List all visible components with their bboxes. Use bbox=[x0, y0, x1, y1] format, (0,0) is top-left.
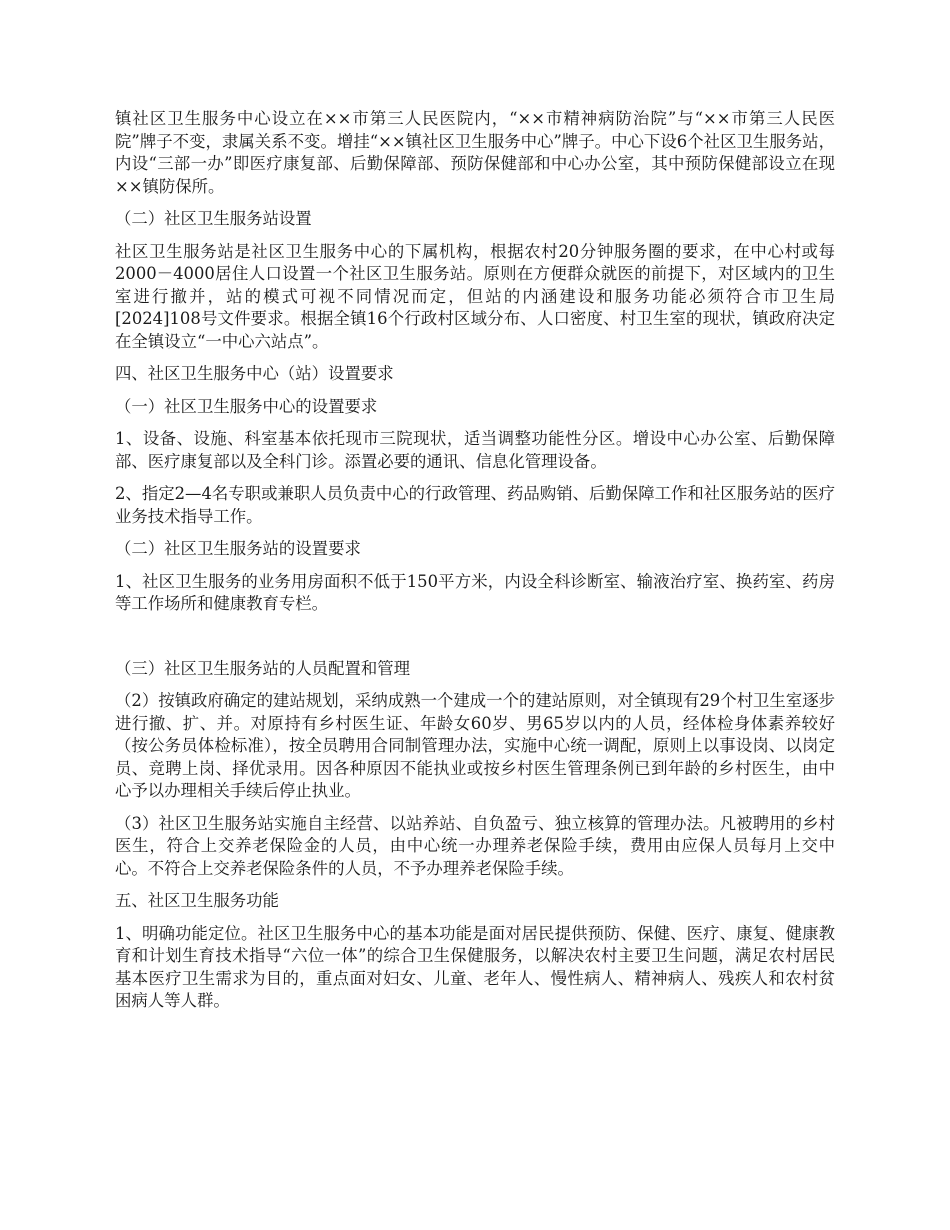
heading-center-requirements: （一）社区卫生服务中心的设置要求 bbox=[115, 396, 378, 416]
heading-section-five: 五、社区卫生服务功能 bbox=[115, 891, 279, 910]
paragraph-station-description: 社区卫生服务站是社区卫生服务中心的下属机构，根据农村20分钟服务圈的要求，在中心村或每2000－4000居住人口设置一个社区卫生服务站。原则在方便群众就医的前提下，对区域内的卫生室进行撤并，站的模式可视不同情况而定，但站的内涵建设和服务功能必须符合市卫生局[2024]108号文件要求。根据全镇16个行政村区域分布、人口密度、村卫生室的现状，镇政府决定在全镇设立“一中心六站点”。 bbox=[115, 241, 835, 351]
spacer bbox=[115, 626, 835, 658]
paragraph-center-setup: 镇社区卫生服务中心设立在××市第三人民医院内，“××市精神病防治院”与“××市第三人民医院”牌子不变，隶属关系不变。增挂“××镇社区卫生服务中心”牌子。中心下设6个社区卫生服务站，内设“三部一办”即医疗康复部、后勤保障部、预防保健部和中心办公室，其中预防保健部设立在现××镇防保所。 bbox=[115, 109, 835, 196]
paragraph-staffing-2: （2）按镇政府确定的建站规划，采纳成熟一个建成一个的建站原则，对全镇现有29个村卫生室逐步进行撤、扩、并。对原持有乡村医生证、年龄女60岁、男65岁以内的人员，经体检身体素养较好（按公务员体检标准），按全员聘用合同制管理办法，实施中心统一调配，原则上以事设岗、以岗定员、竞聘上岗、择优录用。因各种原因不能执业或按乡村医生管理条例已到年龄的乡村医生，由中心予以办理相关手续后停止执业。 bbox=[115, 691, 835, 800]
heading-section-four: 四、社区卫生服务中心（站）设置要求 bbox=[115, 364, 394, 383]
heading-station-requirements: （二）社区卫生服务站的设置要求 bbox=[115, 539, 361, 558]
paragraph-station-req-1: 1、社区卫生服务的业务用房面积不低于150平方米，内设全科诊断室、输液治疗室、换药室、药房等工作场所和健康教育专栏。 bbox=[115, 571, 835, 613]
heading-station-setup: （二）社区卫生服务站设置 bbox=[115, 209, 312, 228]
paragraph-staffing-3: （3）社区卫生服务站实施自主经营、以站养站、自负盈亏、独立核算的管理办法。凡被聘用的乡村医生，符合上交养老保险金的人员，由中心统一办理养老保险手续，费用由应保人员每月上交中心。不符合上交养老保险条件的人员，不予办理养老保险手续。 bbox=[115, 813, 835, 878]
heading-staffing: （三）社区卫生服务站的人员配置和管理 bbox=[115, 658, 411, 678]
paragraph-center-req-2: 2、指定2—4名专职或兼职人员负责中心的行政管理、药品购销、后勤保障工作和社区服务站的医疗业务技术指导工作。 bbox=[115, 484, 835, 526]
paragraph-function-1: 1、明确功能定位。社区卫生服务中心的基本功能是面对居民提供预防、保健、医疗、康复、健康教育和计划生育技术指导“六位一体”的综合卫生保健服务，以解决农村主要卫生问题，满足农村居民基本医疗卫生需求为目的，重点面对妇女、儿童、老年人、慢性病人、精神病人、残疾人和农村贫困病人等人群。 bbox=[115, 923, 835, 1010]
paragraph-center-req-1: 1、设备、设施、科室基本依托现市三院现状，适当调整功能性分区。增设中心办公室、后勤保障部、医疗康复部以及全科门诊。添置必要的通讯、信息化管理设备。 bbox=[115, 429, 835, 471]
